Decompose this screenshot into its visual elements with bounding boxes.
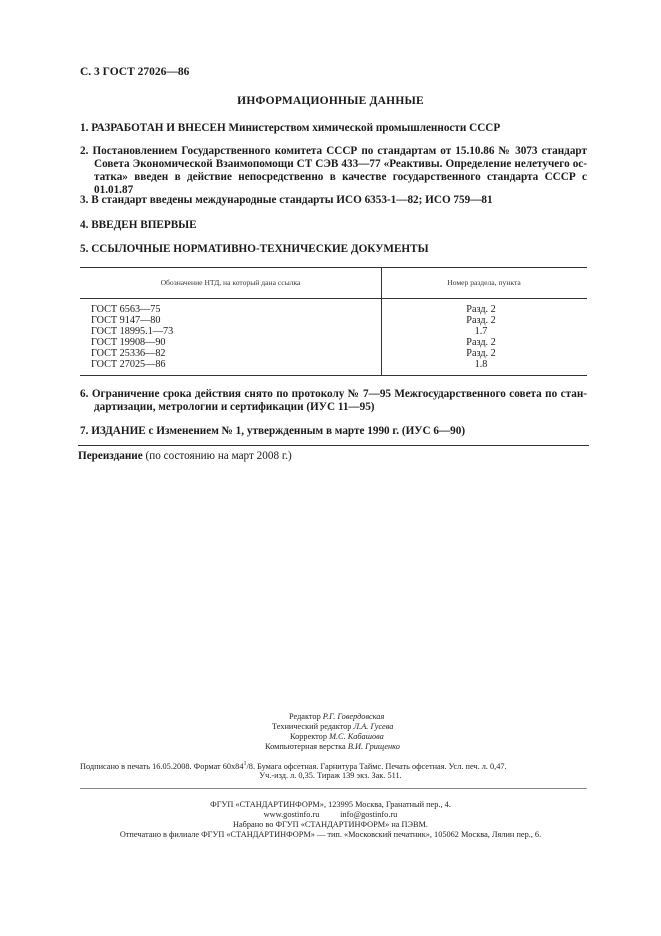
table-cell: ГОСТ 18995.1—73 <box>91 326 174 337</box>
item-6-line-1 <box>80 388 587 401</box>
table-top-rule <box>80 267 587 268</box>
credit-label: Корректор <box>290 732 327 741</box>
reissue-text: (по состоянию на март 2008 г.) <box>145 450 292 462</box>
imprint-fraction-num: 1 <box>243 761 247 767</box>
imprint-line-1 <box>80 761 507 771</box>
item-number: 5. <box>80 243 89 255</box>
credit-person: М.С. Кабашова <box>329 732 384 741</box>
table-bottom-rule <box>80 375 587 376</box>
table-cell: ГОСТ 6563—75 <box>91 304 161 315</box>
credit-corrector <box>290 732 384 741</box>
credit-label: Компьютерная верстка <box>265 742 346 751</box>
footer-rule <box>80 788 587 789</box>
item-text: В стандарт введены международные стандарты ИСО 6353-1—82; ИСО 759—81 <box>91 194 493 206</box>
item-text: ВВЕДЕН ВПЕРВЫЕ <box>91 219 197 231</box>
info-item-2 <box>80 145 587 197</box>
reissue-note <box>78 450 292 462</box>
divider <box>78 445 589 446</box>
imprint-text: Подписано в печать 16.05.2008. Формат 60х84 <box>80 761 244 771</box>
page-header: С. 3 ГОСТ 27026—86 <box>80 66 190 78</box>
imprint-line-2: Уч.-изд. л. 0,35. Тираж 139 экз. Зак. 511. <box>259 771 402 780</box>
imprint-text: Бумага офсетная. Гарнитура Таймс. Печать офсетная. Усл. печ. л. 0,47. <box>255 761 507 771</box>
table-cell: ГОСТ 9147—80 <box>91 315 161 326</box>
credit-person: Р.Г. Говердовская <box>322 712 385 721</box>
table-col-ntd <box>91 304 371 370</box>
credit-label: Редактор <box>289 712 321 721</box>
table-cell: ГОСТ 19908—90 <box>91 337 166 348</box>
table-cell: Разд. 2 <box>466 315 496 326</box>
item-text: ССЫЛОЧНЫЕ НОРМАТИВНО-ТЕХНИЧЕСКИЕ ДОКУМЕНТЫ <box>91 243 429 255</box>
publisher-email: info@gostinfo.ru <box>340 810 398 819</box>
info-item-1 <box>80 122 587 135</box>
item-6-line-2: дартизации, метрологии и сертификации (ИУС 11—95) <box>94 401 375 413</box>
reissue-heading: Переиздание <box>78 450 143 462</box>
table-header-ntd: Обозначение НТД, на который дана ссылка <box>160 278 301 287</box>
item-number: 4. <box>80 219 89 231</box>
item-text: Министерством химической промышленности СССР <box>228 122 501 134</box>
info-item-5 <box>80 243 587 256</box>
item-2-line-3: татка» введен в действие непосредственно в качестве государственного стандарта СССР с 01.01.87 <box>94 171 587 196</box>
table-cell: ГОСТ 25336—82 <box>91 348 166 359</box>
section-title: ИНФОРМАЦИОННЫЕ ДАННЫЕ <box>237 95 424 107</box>
publisher-www: www.gostinfo.ru <box>263 810 320 819</box>
table-cell: 1.7 <box>474 326 488 337</box>
info-item-3 <box>80 194 587 207</box>
item-number: 6. <box>80 388 89 400</box>
item-text: Ограничение срока действия снято по протоколу № 7—95 Межгосударственного совета по стан- <box>91 388 587 400</box>
publisher-contacts <box>0 810 661 819</box>
item-number: 7. <box>80 425 89 437</box>
info-item-7 <box>80 425 587 438</box>
credit-layout <box>265 742 400 751</box>
imprint-fraction-den: /8. <box>246 761 256 771</box>
credit-editor <box>289 712 384 721</box>
item-number: 1. <box>80 122 89 134</box>
table-cell: ГОСТ 27025—86 <box>91 359 166 370</box>
table-cell: Разд. 2 <box>466 304 496 315</box>
table-cell: Разд. 2 <box>466 348 496 359</box>
item-number: 3. <box>80 194 89 206</box>
info-item-6 <box>80 388 587 414</box>
item-2-line-2: Совета Экономической Взаимопомощи СТ СЭВ 433—77 «Реактивы. Определение нелетучего ос- <box>94 158 587 170</box>
publisher-address: ФГУП «СТАНДАРТИНФОРМ», 123995 Москва, Гранатный пер., 4. <box>210 800 451 809</box>
credit-person: Л.А. Гусева <box>353 722 394 731</box>
table-cell: 1.8 <box>474 359 488 370</box>
item-text: ИЗДАНИЕ с Изменением № 1, утвержденным в марте 1990 г. (ИУС 6—90) <box>91 425 466 437</box>
info-item-4 <box>80 219 587 232</box>
table-cell: Разд. 2 <box>466 337 496 348</box>
item-text: Постановлением Государственного комитета СССР по стандартам от 15.10.86 № 3073 стандарт <box>92 145 587 157</box>
credit-label: Технический редактор <box>272 722 352 731</box>
publisher-printer: Отпечатано в филиале ФГУП «СТАНДАРТИНФОРМ» — тип. «Московский печатник», 105062 Москва, Лялин пер., 6. <box>119 830 542 839</box>
credit-tech-editor <box>272 722 393 731</box>
table-col-section <box>381 304 581 370</box>
item-number: 2. <box>80 145 89 157</box>
credit-person: В.И. Грищенко <box>347 742 400 751</box>
item-heading: РАЗРАБОТАН И ВНЕСЕН <box>91 122 226 134</box>
table-header-section: Номер раздела, пункта <box>447 278 521 287</box>
item-2-line-1 <box>80 145 587 158</box>
publisher-typeset: Набрано во ФГУП «СТАНДАРТИНФОРМ» на ПЭВМ. <box>232 820 429 829</box>
table-header-rule <box>80 298 587 299</box>
